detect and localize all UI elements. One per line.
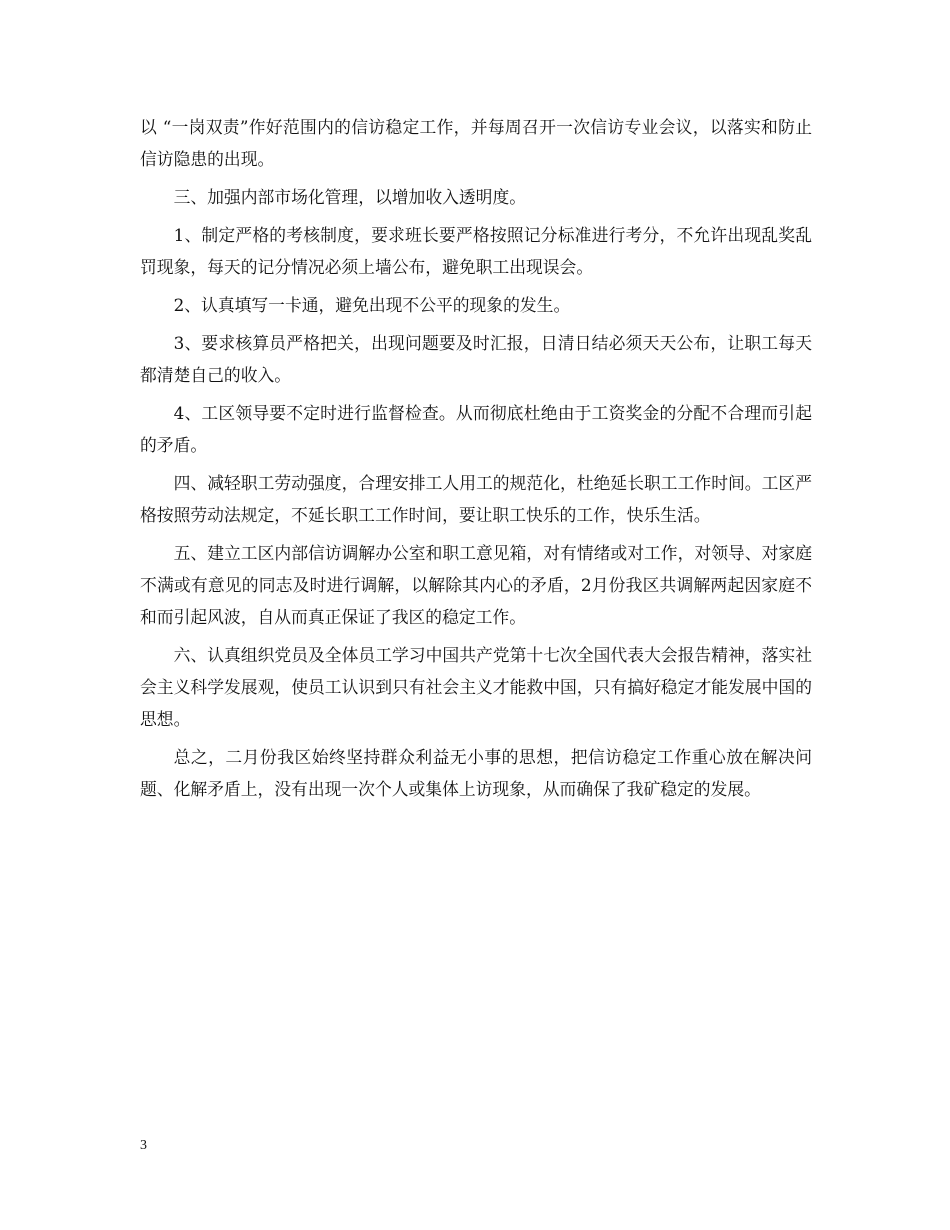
- paragraph-section-5: 五、建立工区内部信访调解办公室和职工意见箱，对有情绪或对工作，对领导、对家庭不满或有意见的同志及时进行调解，以解除其内心的矛盾，2月份我区共调解两起因家庭不和而引起风波，自从而真正保证了我区的稳定工作。: [140, 543, 812, 627]
- page-number: 3: [140, 1138, 147, 1153]
- paragraph-item-1: 1、制定严格的考核制度，要求班长要严格按照记分标准进行考分，不允许出现乱奖乱罚现象，每天的记分情况必须上墙公布，避免职工出现误会。: [140, 225, 812, 277]
- document-body: [140, 111, 812, 811]
- paragraph-item-3: 3、要求核算员严格把关，出现问题要及时汇报，日清日结必须天天公布，让职工每天都清楚自己的收入。: [140, 333, 812, 385]
- paragraph-conclusion: 总之，二月份我区始终坚持群众利益无小事的思想，把信访稳定工作重心放在解决问题、化解矛盾上，没有出现一次个人或集体上访现象，从而确保了我矿稳定的发展。: [140, 747, 812, 799]
- paragraph-item-2: 2、认真填写一卡通，避免出现不公平的现象的发生。: [173, 295, 571, 315]
- paragraph-section-6: 六、认真组织党员及全体员工学习中国共产党第十七次全国代表大会报告精神，落实社会主义科学发展观，使员工认识到只有社会主义才能救中国，只有搞好稳定才能发展中国的思想。: [140, 645, 812, 729]
- paragraph-item-4: 4、工区领导要不定时进行监督检查。从而彻底杜绝由于工资奖金的分配不合理而引起的矛盾。: [140, 403, 812, 455]
- paragraph-section-4: 四、减轻职工劳动强度，合理安排工人用工的规范化，杜绝延长职工工作时间。工区严格按照劳动法规定，不延长职工工作时间，要让职工快乐的工作，快乐生活。: [140, 473, 812, 525]
- paragraph-section-3-heading: 三、加强内部市场化管理，以增加收入透明度。: [173, 187, 527, 207]
- paragraph-continuation: 以 “一岗双责”作好范围内的信访稳定工作，并每周召开一次信访专业会议，以落实和防止信访隐患的出现。: [140, 117, 812, 169]
